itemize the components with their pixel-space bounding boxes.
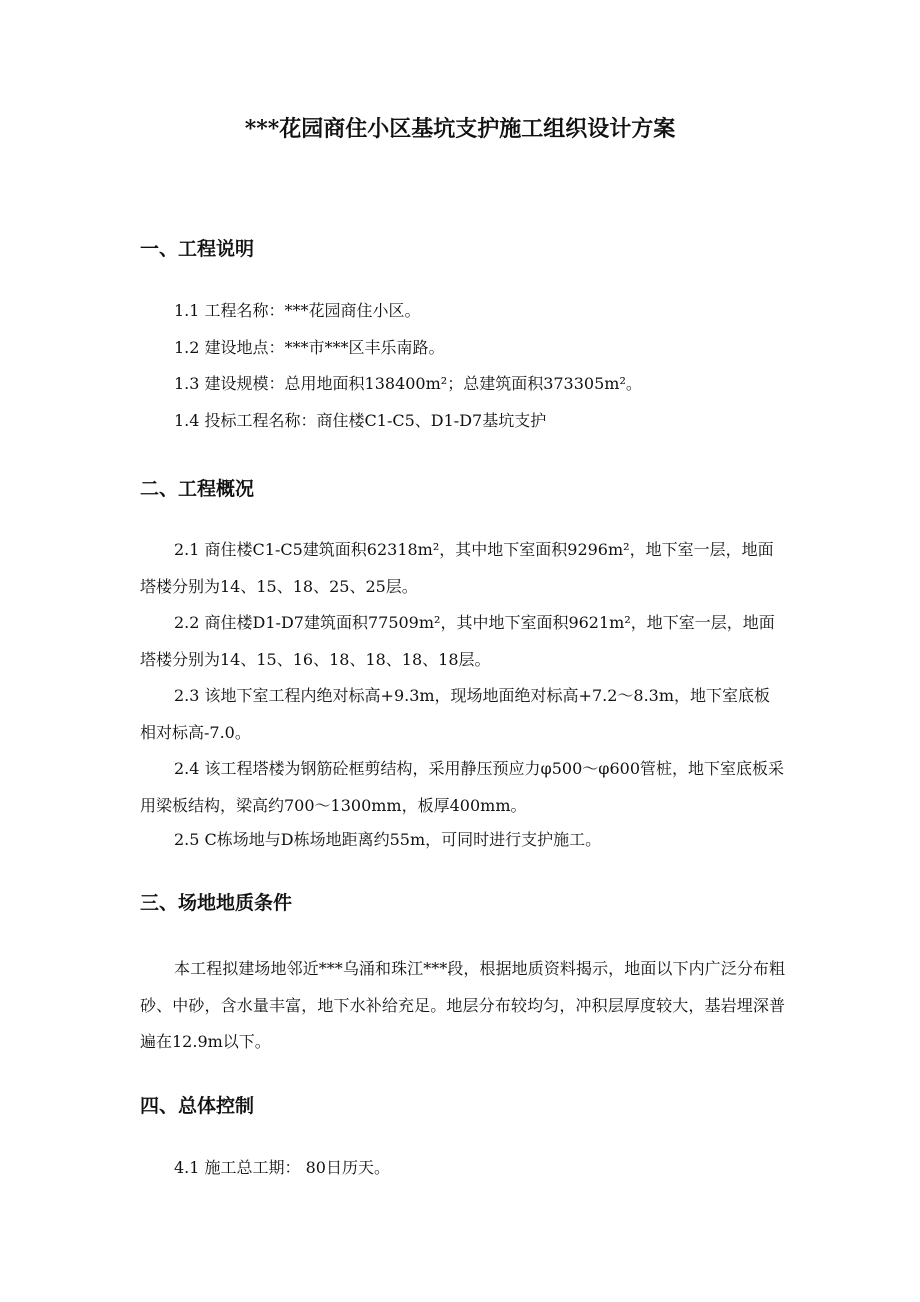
paragraph-2-3: 2.3 该地下室工程内绝对标高+9.3m，现场地面绝对标高+7.2～8.3m，地下室底板相对标高-7.0。 — [140, 686, 771, 742]
paragraph-2-5: 2.5 C栋场地与D栋场地距离约55m，可同时进行支护施工。 — [174, 830, 602, 849]
section-heading-3: 三、场地地质条件 — [140, 892, 293, 914]
paragraph-1-4: 1.4 投标工程名称：商住楼C1-C5、D1-D7基坑支护 — [174, 411, 547, 430]
paragraph-4-1: 4.1 施工总工期： 80日历天。 — [174, 1158, 390, 1177]
paragraph-3-1: 本工程拟建场地邻近***乌涌和珠江***段，根据地质资料揭示，地面以下内广泛分布粗砂、中砂，含水量丰富，地下水补给充足。地层分布较均匀，冲积层厚度较大，基岩埋深普遍在12.9m以下。 — [140, 959, 785, 1051]
paragraph-2-2: 2.2 商住楼D1-D7建筑面积77509m²，其中地下室面积9621m²，地下室一层，地面塔楼分别为14、15、16、18、18、18、18层。 — [140, 613, 775, 669]
section-heading-4: 四、总体控制 — [140, 1095, 255, 1117]
paragraph-1-1: 1.1 工程名称：***花园商住小区。 — [174, 301, 421, 320]
document-title: ***花园商住小区基坑支护施工组织设计方案 — [244, 116, 676, 142]
section-heading-2: 二、工程概况 — [140, 478, 255, 500]
paragraph-2-4: 2.4 该工程塔楼为钢筋砼框剪结构，采用静压预应力φ500～φ600管桩，地下室底板采用梁板结构，梁高约700～1300mm，板厚400mm。 — [140, 759, 785, 815]
paragraph-1-3: 1.3 建设规模：总用地面积138400m²；总建筑面积373305m²。 — [174, 374, 642, 393]
paragraph-2-1: 2.1 商住楼C1-C5建筑面积62318m²，其中地下室面积9296m²，地下室一层，地面塔楼分别为14、15、18、25、25层。 — [140, 540, 774, 596]
paragraph-1-2: 1.2 建设地点：***市***区丰乐南路。 — [174, 338, 445, 357]
section-heading-1: 一、工程说明 — [140, 238, 255, 260]
